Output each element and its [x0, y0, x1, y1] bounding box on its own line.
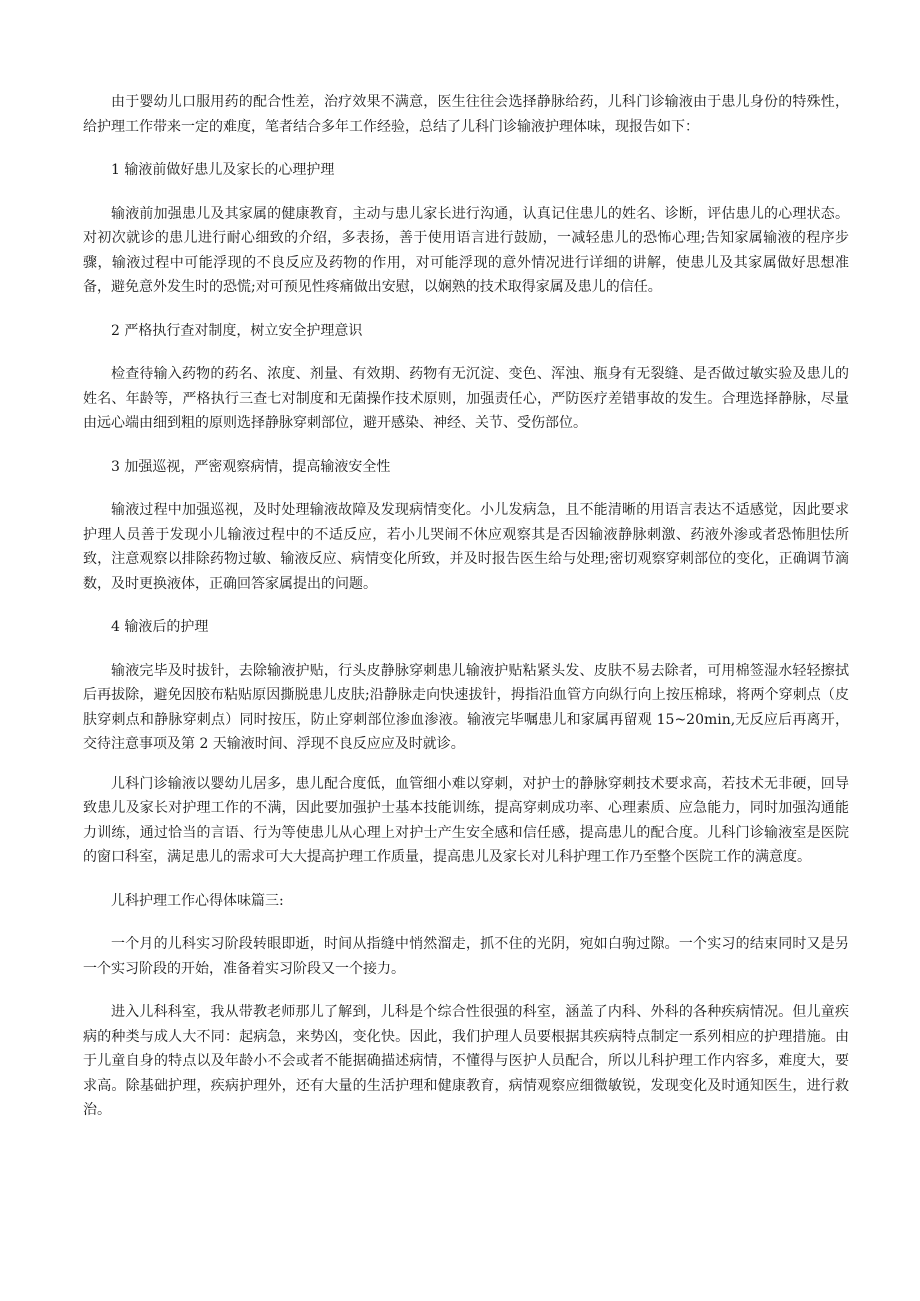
section-heading-1: 1 输液前做好患儿及家长的心理护理 [111, 162, 335, 178]
summary-paragraph: 儿科门诊输液以婴幼儿居多，患儿配合度低，血管细小难以穿刺，对护士的静脉穿刺技术要求高，若技术无非硬，回导致患儿及家长对护理工作的不满，因此要加强护士基本技能训练，提高穿刺成功率、心理素质、应急能力，同时加强沟通能力训练，通过恰当的言语、行为等使患儿从心理上对护士产生安全感和信任感，提高患儿的配合度。儿科门诊输液室是医院的窗口科室，满足患儿的需求可大大提高护理工作质量，提高患儿及家长对儿科护理工作乃至整个医院工作的满意度。 [83, 775, 849, 865]
section-1-paragraph: 输液前加强患儿及其家属的健康教育，主动与患儿家长进行沟通，认真记住患儿的姓名、诊断，评估患儿的心理状态。对初次就诊的患儿进行耐心细致的介绍，多表扬，善于使用语言进行鼓励，一减轻患儿的恐怖心理;告知家属输液的程序步骤，输液过程中可能浮现的不良反应及药物的作用，对可能浮现的意外情况进行详细的讲解，使患儿及其家属做好思想准备，避免意外发生时的恐慌;对可预见性疼痛做出安慰，以娴熟的技术取得家属及患儿的信任。 [83, 205, 849, 295]
intro-paragraph: 由于婴幼儿口服用药的配合性差，治疗效果不满意，医生往往会选择静脉给药，儿科门诊输液由于患儿身份的特殊性，给护理工作带来一定的难度，笔者结合多年工作经验，总结了儿科门诊输液护理体味，现报告如下： [83, 94, 849, 135]
article-three-title: 儿科护理工作心得体味篇三: [111, 892, 284, 909]
document-page [83, 90, 849, 1142]
section-3-paragraph: 输液过程中加强巡视，及时处理输液故障及发现病情变化。小儿发病急，且不能清晰的用语言表达不适感觉，因此要求护理人员善于发现小儿输液过程中的不适反应，若小儿哭闹不休应观察其是否因输液静脉刺激、药液外渗或者恐怖胆怯所致，注意观察以排除药物过敏、输液反应、病情变化所致，并及时报告医生给与处理;密切观察穿刺部位的变化，正确调节滴数，及时更换液体，正确回答家属提出的问题。 [83, 502, 849, 592]
section-4-paragraph: 输液完毕及时拔针，去除输液护贴，行头皮静脉穿刺患儿输液护贴粘紧头发、皮肤不易去除者，可用棉签湿水轻轻擦拭后再拔除，避免因胶布粘贴原因撕脱患儿皮肤;沿静脉走向快速拔针，拇指沿血管方向纵行向上按压棉球，将两个穿刺点（皮肤穿刺点和静脉穿刺点）同时按压，防止穿刺部位渗血渗液。输液完毕嘱患儿和家属再留观 15~20min,无反应后再离开，交待注意事项及第 2 天输液时间、浮现不良反应应及时就诊。 [83, 662, 849, 752]
section-2-paragraph: 检查待输入药物的药名、浓度、剂量、有效期、药物有无沉淀、变色、浑浊、瓶身有无裂缝、是否做过敏实验及患儿的姓名、年龄等，严格执行三查七对制度和无菌操作技术原则，加强责任心，严防医疗差错事故的发生。合理选择静脉，尽量由远心端由细到粗的原则选择静脉穿刺部位，避开感染、神经、关节、受伤部位。 [83, 366, 849, 431]
section-heading-2: 2 严格执行查对制度，树立安全护理意识 [111, 322, 363, 339]
article-three-paragraph-1: 一个月的儿科实习阶段转眼即逝，时间从指缝中悄然溜走，抓不住的光阴，宛如白驹过隙。一个实习的结束同时又是另一个实习阶段的开始，准备着实习阶段又一个接力。 [83, 936, 849, 977]
article-three-paragraph-2: 进入儿科科室，我从带教老师那儿了解到，儿科是个综合性很强的科室，涵盖了内科、外科的各种疾病情况。但儿童疾病的种类与成人大不同：起病急，来势凶，变化快。因此，我们护理人员要根据其疾病特点制定一系列相应的护理措施。由于儿童自身的特点以及年龄小不会或者不能据确描述病情，不懂得与医护人员配合，所以儿科护理工作内容多，难度大，要求高。除基础护理，疾病护理外，还有大量的生活护理和健康教育，病情观察应细微敏锐，发现变化及时通知医生，进行救治。 [83, 1004, 849, 1118]
section-heading-4: 4 输液后的护理 [111, 619, 209, 635]
section-heading-3: 3 加强巡视，严密观察病情，提高输液安全性 [111, 458, 391, 475]
